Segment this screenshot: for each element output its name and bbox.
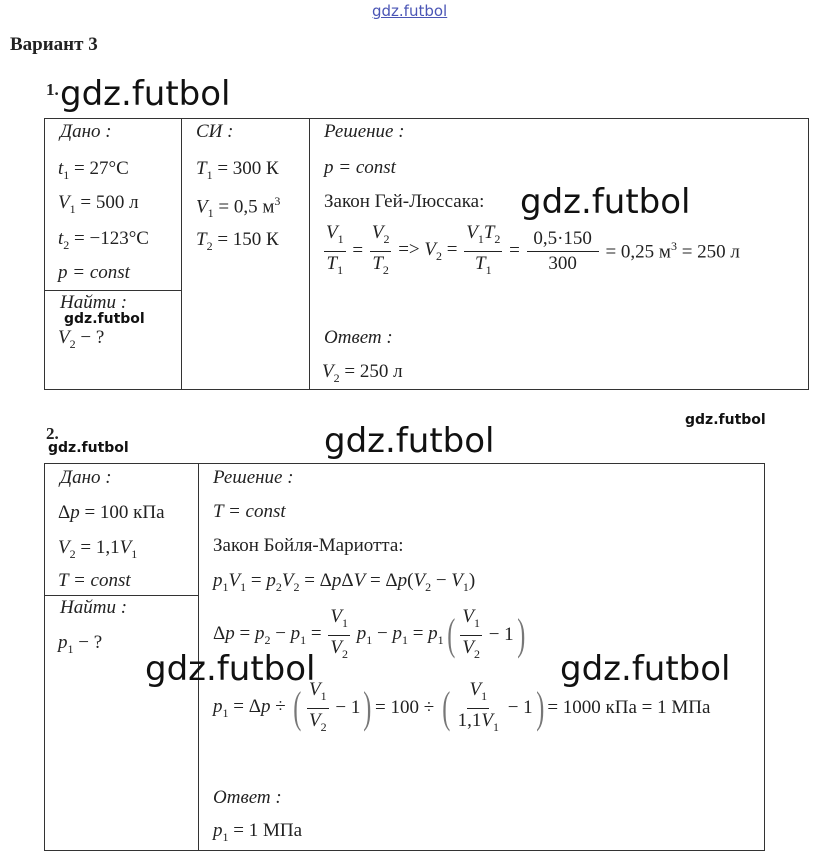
si-v1: $V_1 = 0,5$ $м^3$ [196,194,281,221]
si-t1: $T_1 = 300$ К [196,158,279,182]
answer-label: Ответ : [324,327,393,348]
solution-law: Закон Гей-Люссака: [324,191,485,212]
watermark: gdz.futbol [64,311,145,327]
given2-v2: $V_2 = 1,1V_1$ [58,537,138,561]
given-t1: $t_1 = 27^\circ C$ [58,158,129,182]
find2-p1: $p_1$ − ? [58,632,103,656]
answer2-label: Ответ : [213,787,282,808]
solution-label: Решение : [324,121,405,142]
watermark: gdz.futbol [560,649,731,689]
table2-border-top [44,463,765,464]
given2-dp: Δp = 100 кПа [58,502,165,523]
solution2-condition: T = const [213,501,286,522]
watermark-link[interactable]: gdz.futbol [372,2,448,20]
answer-value: $V_2 = 250$ л [322,361,403,385]
given2-t: T = const [58,570,131,591]
given-t2: $t_2 = -123^\circ C$ [58,228,149,252]
table1-border-bottom [44,389,809,390]
watermark: gdz.futbol [520,182,691,222]
si-t2: $T_2 = 150$ К [196,229,279,253]
variant-heading: Вариант 3 [10,34,98,55]
find-label: Найти : [60,292,128,313]
problem1-number: 1. [46,80,59,99]
given2-label: Дано : [60,467,112,488]
si-label: СИ : [196,121,234,142]
given-label: Дано : [60,121,112,142]
find2-label: Найти : [60,597,128,618]
table1-divider-1 [181,118,182,390]
find-v2: $V_2$ − ? [58,327,105,351]
answer2-value: $p_1 = 1$ МПа [213,820,303,844]
solution2-formula1: $p_1V_1 = p_2V_2 = \Delta p\Delta V = \Delta p(V_2 - V_1)$ [213,570,476,594]
solution2-law: Закон Бойля-Мариотта: [213,535,404,556]
solution2-label: Решение : [213,467,294,488]
table1-divider-2 [309,118,310,390]
watermark: gdz.futbol [48,440,129,456]
table2-border-left [44,463,45,851]
table2-divider-find [44,595,199,596]
watermark: gdz.futbol [145,649,316,689]
given-v1: $V_1 = 500$ л [58,192,139,216]
problem2-number: 2. [46,424,59,443]
watermark: gdz.futbol [60,74,231,114]
solution-condition: p = const [324,157,396,178]
given-p: p = const [58,262,130,283]
watermark: gdz.futbol [685,412,766,428]
table1-border-top [44,118,809,119]
table1-border-right [808,118,809,390]
table2-border-bottom [44,850,765,851]
solution2-formula3: $p_1 = \Delta p$ ÷ ( $\frac{V_1}{V_2}$ − 1 ) = 100 ÷ ( $\frac{V_1}{1,1V_1}$ − 1 ) = 1000 кПа = 1 МПа [213,679,711,734]
solution-formula: $\frac{V_1}{T_1}$ = $\frac{V_2}{T_2}$ => $V_2$ = $\frac{V_1T_2}{T_1}$ = $\frac{0,5\cdot 150}{300}$ = 0,25 $м^3 = 250$ л [326,222,740,277]
table1-divider-find [44,290,182,291]
watermark: gdz.futbol [324,421,495,461]
table1-border-left [44,118,45,390]
solution2-formula2: $\Delta p = p_2 - p_1$ = $\frac{V_1}{V_2}$ $p_1 - p_1 = p_1$ ( $\frac{V_1}{V_2}$ − 1 ) [213,606,526,661]
table2-border-right [764,463,765,851]
